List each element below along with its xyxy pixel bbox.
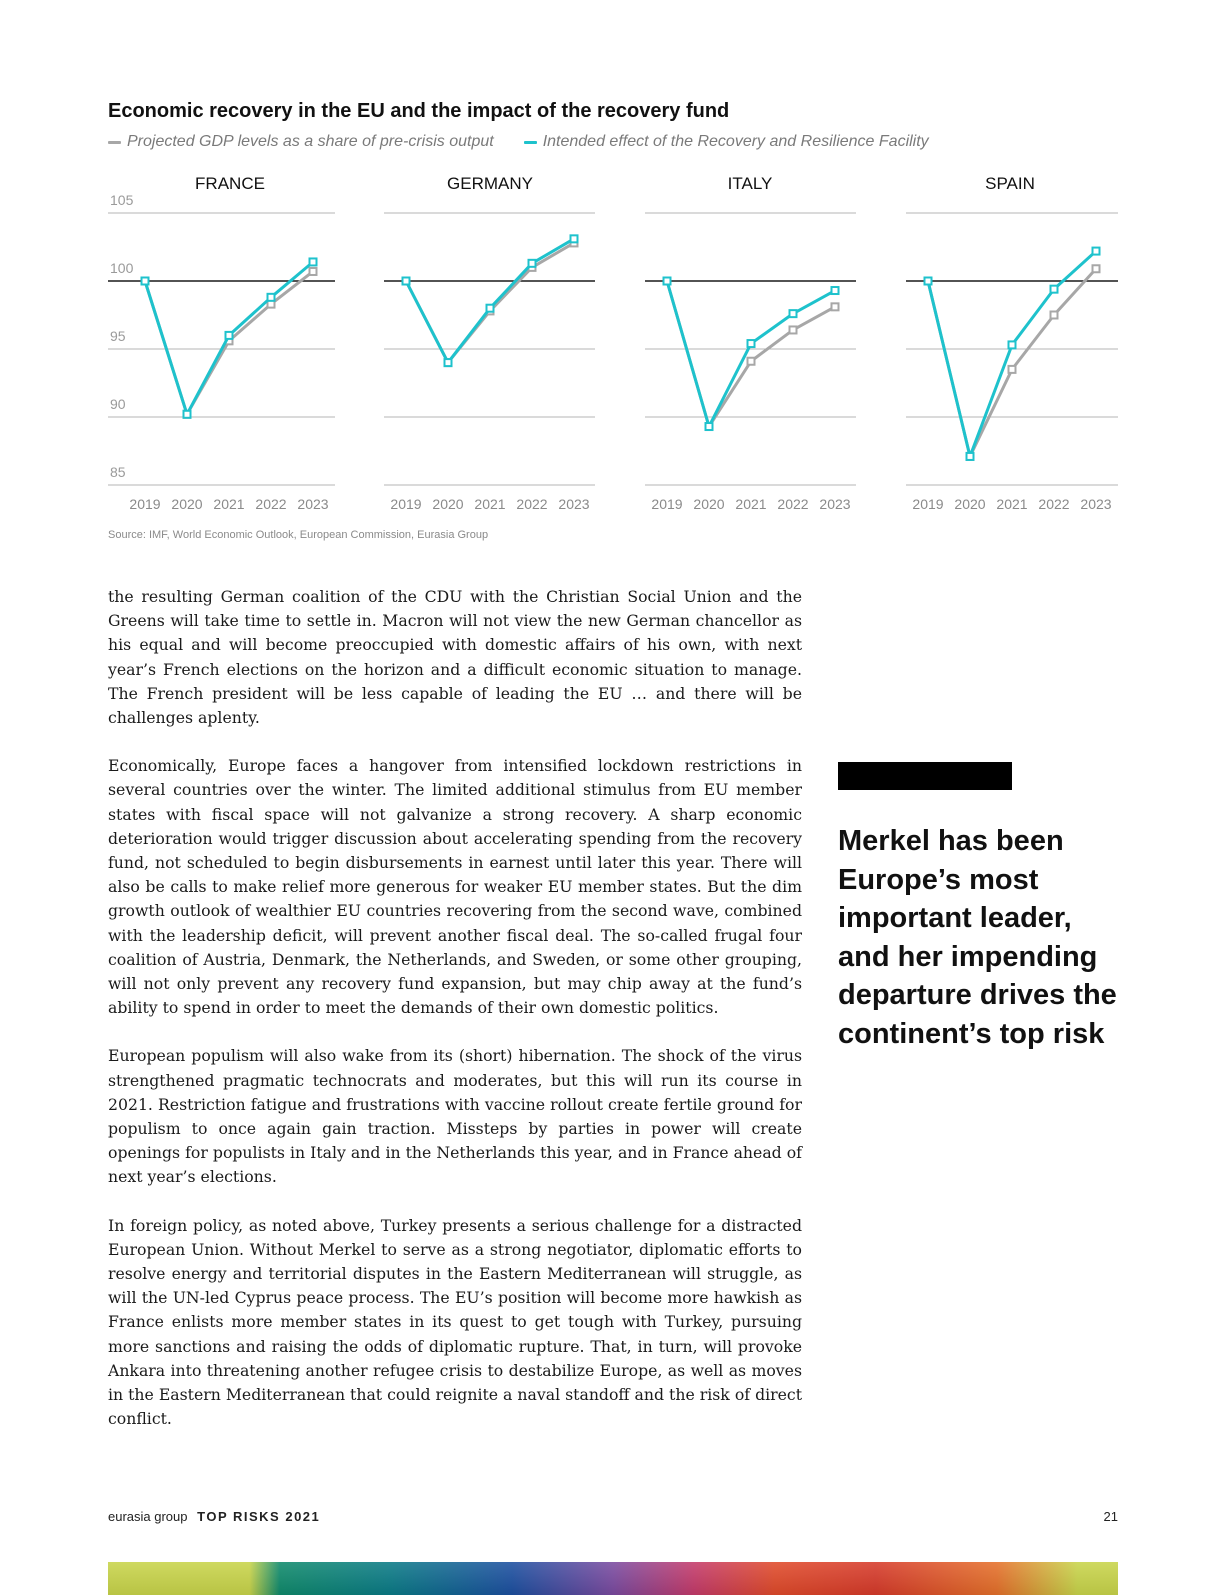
- legend-label: Intended effect of the Recovery and Resilience Facility: [542, 133, 929, 150]
- decorative-color-band: [108, 1562, 1118, 1595]
- y-tick-label: 85: [110, 464, 126, 480]
- data-point-projected: [748, 358, 755, 365]
- x-tick-label: 2019: [912, 496, 944, 512]
- data-point-recovery: [403, 278, 410, 285]
- series-line-recovery: [667, 281, 835, 427]
- x-tick-label: 2023: [558, 496, 590, 512]
- data-point-recovery: [748, 340, 755, 347]
- data-point-recovery: [226, 332, 233, 339]
- x-tick-label: 2023: [1080, 496, 1112, 512]
- chart-title: Economic recovery in the EU and the impact of the recovery fund: [108, 100, 730, 122]
- legend-item-recovery: [524, 133, 929, 151]
- data-point-projected: [1093, 265, 1100, 272]
- y-tick-label: 90: [110, 396, 126, 412]
- page-number: 21: [1103, 1509, 1118, 1524]
- pull-quote: Merkel has been Europe’s most important leader, and her impending departure drives the continent’s top risk: [838, 825, 1117, 1050]
- data-point-recovery: [925, 278, 932, 285]
- data-point-recovery: [664, 278, 671, 285]
- chart-legend: [108, 133, 929, 151]
- legend-item-projected: [108, 133, 494, 151]
- data-point-recovery: [184, 411, 191, 418]
- data-point-projected: [832, 303, 839, 310]
- panel-title: GERMANY: [447, 174, 533, 193]
- panel-title: FRANCE: [195, 174, 265, 193]
- panel-title: SPAIN: [985, 174, 1035, 193]
- data-point-recovery: [1051, 286, 1058, 293]
- data-point-recovery: [571, 235, 578, 242]
- series-line-projected: [406, 243, 574, 363]
- x-tick-label: 2022: [777, 496, 809, 512]
- series-line-projected: [928, 269, 1096, 457]
- y-tick-label: 100: [110, 260, 134, 276]
- x-tick-label: 2022: [1038, 496, 1070, 512]
- chart-source: Source: IMF, World Economic Outlook, European Commission, Eurasia Group: [108, 529, 489, 541]
- series-line-recovery: [928, 251, 1096, 456]
- x-tick-label: 2021: [474, 496, 506, 512]
- panel-title: ITALY: [727, 174, 773, 193]
- paragraph: European populism will also wake from its (short) hibernation. The shock of the virus strengthened pragmatic technocrats and moderates, but this will run its course in 2021. Restriction fatigue and frustrations with vaccine rollout create fertile ground for populism to once again gain traction. Missteps by parties in power will create openings for populists in Italy and in the Netherlands this year, and in France ahead of next year’s elections.: [108, 1046, 802, 1187]
- paragraph: the resulting German coalition of the CDU with the Christian Social Union and the Greens will take time to settle in. Macron will not view the new German chancellor as his equal and will become preoccupied with domestic affairs of his own, with next year’s French elections on the horizon and a difficult economic situation to manage. The French president will be less capable of leading the EU … and there will be challenges aplenty.: [108, 587, 802, 728]
- x-tick-label: 2023: [297, 496, 329, 512]
- data-point-recovery: [832, 287, 839, 294]
- band-shade: [108, 1562, 1118, 1595]
- data-point-projected: [790, 326, 797, 333]
- data-point-recovery: [706, 423, 713, 430]
- legend-swatch-teal: [524, 141, 537, 144]
- x-tick-label: 2021: [735, 496, 767, 512]
- x-tick-label: 2019: [390, 496, 422, 512]
- footer-publication: TOP RISKS 2021: [197, 1509, 321, 1524]
- x-tick-label: 2019: [129, 496, 161, 512]
- data-point-recovery: [487, 305, 494, 312]
- x-tick-label: 2020: [171, 496, 203, 512]
- gdp-charts: [0, 165, 1224, 515]
- data-point-recovery: [790, 310, 797, 317]
- pull-quote-bar: [838, 762, 1012, 790]
- y-tick-label: 105: [110, 192, 134, 208]
- paragraph: Economically, Europe faces a hangover from intensified lockdown restrictions in several countries over the winter. The limited additional stimulus from EU member states with fiscal space will not galvanize a strong recovery. A sharp economic deterioration would trigger discussion about accelerating spending from the recovery fund, not scheduled to begin disbursements in earnest until later this year. There will also be calls to make relief more generous for weaker EU member states. But the dim growth outlook of wealthier EU countries recovering from the second wave, combined with the leadership deficit, will prevent another fiscal deal. The so-called frugal four coalition of Austria, Denmark, the Netherlands, and Sweden, or some other grouping, will not only prevent any recovery fund expansion, but may chip away at the fund’s ability to spend in order to meet the demands of their own domestic politics.: [108, 756, 802, 1018]
- data-point-recovery: [1093, 248, 1100, 255]
- data-point-recovery: [529, 260, 536, 267]
- y-tick-label: 95: [110, 328, 126, 344]
- x-tick-label: 2022: [516, 496, 548, 512]
- data-point-projected: [310, 268, 317, 275]
- data-point-recovery: [268, 294, 275, 301]
- x-tick-label: 2020: [954, 496, 986, 512]
- x-tick-label: 2023: [819, 496, 851, 512]
- legend-swatch-gray: [108, 141, 121, 144]
- paragraph: In foreign policy, as noted above, Turkey presents a serious challenge for a distracted European Union. Without Merkel to serve as a strong negotiator, diplomatic efforts to resolve energy and territorial disputes in the Eastern Mediterranean will struggle, as will the UN-led Cyprus peace process. The EU’s position will become more hawkish as France enlists more member states in its quest to get tough with Turkey, pursuing more sanctions and raising the odds of diplomatic rupture. That, in turn, will provoke Ankara into threatening another refugee crisis to destabilize Europe, as well as moves in the Eastern Mediterranean that could reignite a naval standoff and the risk of direct conflict.: [108, 1215, 802, 1429]
- data-point-projected: [1009, 366, 1016, 373]
- page-footer: [108, 1509, 1118, 1524]
- x-tick-label: 2020: [693, 496, 725, 512]
- data-point-projected: [1051, 312, 1058, 319]
- data-point-recovery: [445, 359, 452, 366]
- data-point-recovery: [967, 453, 974, 460]
- data-point-recovery: [310, 258, 317, 265]
- article-body: [108, 585, 802, 1456]
- data-point-recovery: [1009, 341, 1016, 348]
- x-tick-label: 2022: [255, 496, 287, 512]
- footer-brand: eurasia group: [108, 1509, 188, 1524]
- x-tick-label: 2021: [996, 496, 1028, 512]
- data-point-recovery: [142, 278, 149, 285]
- x-tick-label: 2021: [213, 496, 245, 512]
- x-tick-label: 2020: [432, 496, 464, 512]
- x-tick-label: 2019: [651, 496, 683, 512]
- legend-label: Projected GDP levels as a share of pre-crisis output: [127, 133, 494, 150]
